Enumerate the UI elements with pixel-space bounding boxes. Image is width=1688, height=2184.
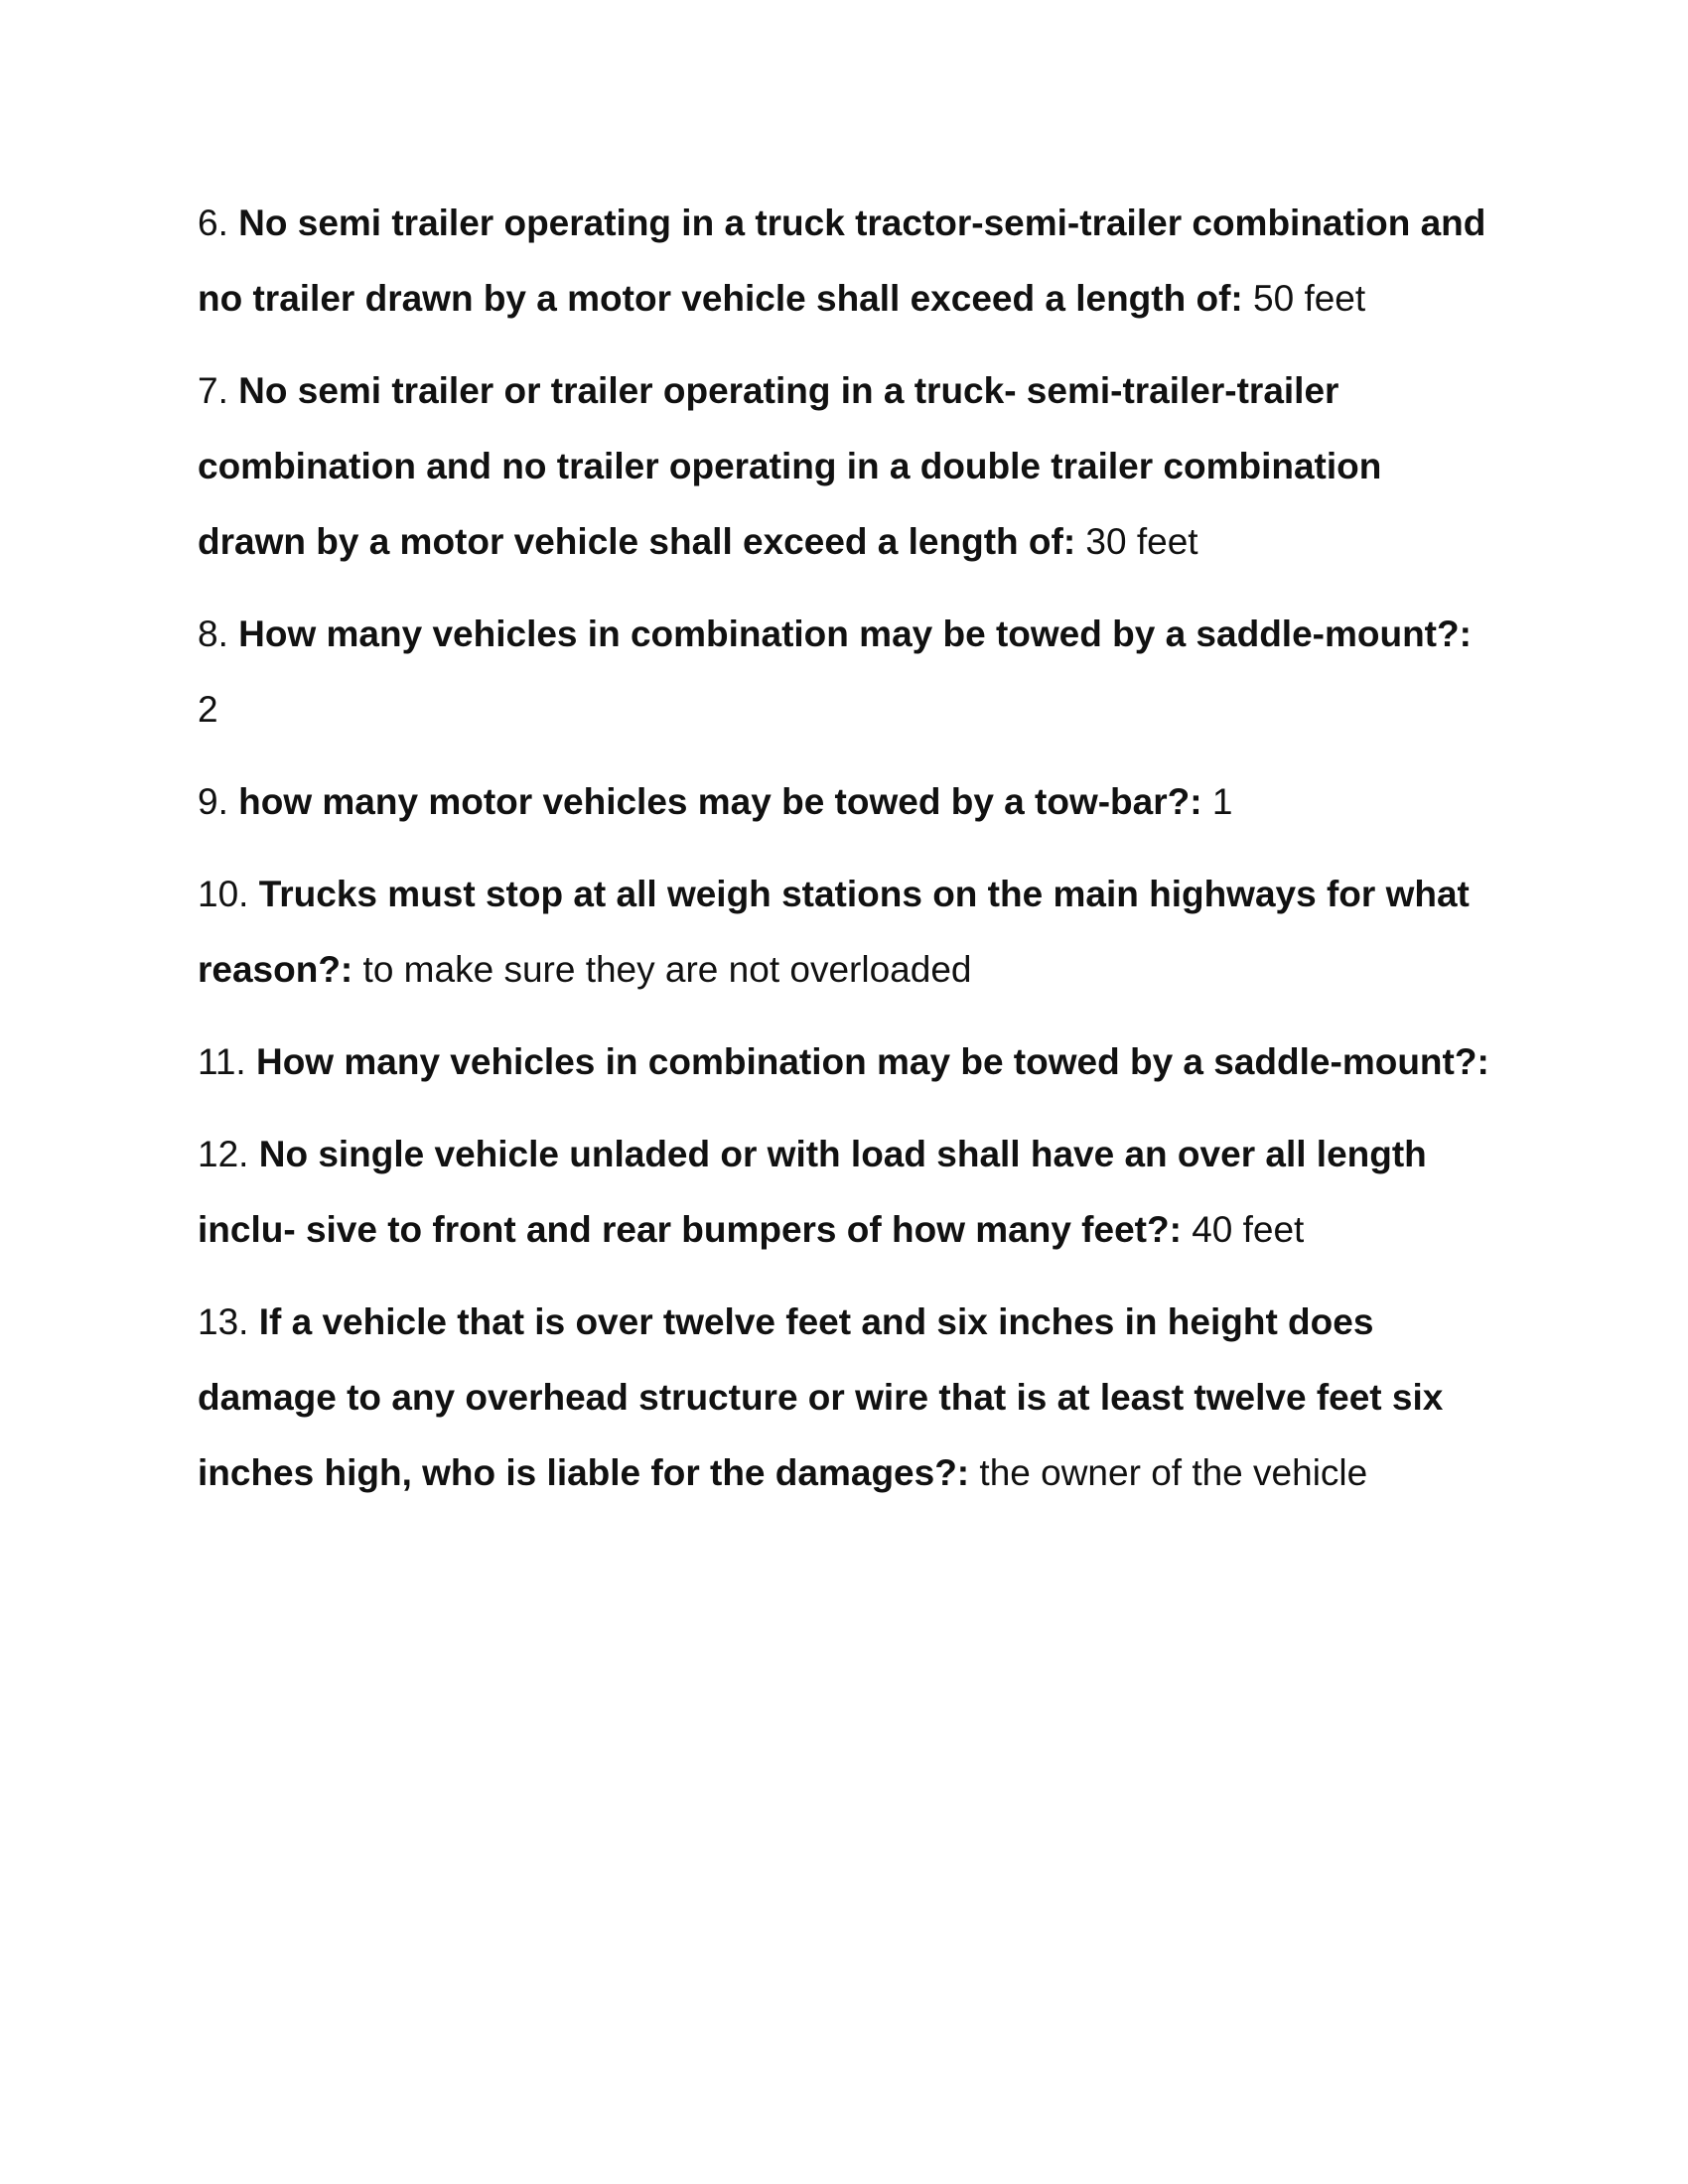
question-item: [198, 764, 1498, 840]
answer-text: the owner of the vehicle: [979, 1452, 1368, 1493]
item-number: 7.: [198, 370, 228, 411]
question-item: [198, 1024, 1498, 1100]
item-number: 13.: [198, 1301, 249, 1342]
question-item: [198, 1285, 1498, 1511]
item-number: 6.: [198, 203, 228, 243]
answer-text: 2: [198, 689, 218, 730]
answer-text: 30 feet: [1085, 521, 1198, 562]
question-item: [198, 1117, 1498, 1268]
question-text: If a vehicle that is over twelve feet and six inches in height does damage to any overhead structure or wire that is at least twelve feet six inches high, who is liable for the damages?:: [198, 1301, 1444, 1493]
answer-text: 40 feet: [1192, 1209, 1305, 1250]
item-number: 12.: [198, 1134, 249, 1174]
item-number: 11.: [198, 1041, 246, 1082]
question-text: No semi trailer operating in a truck tractor-semi-trailer combination and no trailer drawn by a motor vehicle shall exceed a length of:: [198, 203, 1486, 319]
question-item: [198, 353, 1498, 580]
question-text: how many motor vehicles may be towed by a tow-bar?:: [238, 781, 1202, 822]
item-number: 10.: [198, 874, 249, 914]
item-number: 9.: [198, 781, 228, 822]
answer-text: 50 feet: [1253, 278, 1366, 319]
question-item: [198, 186, 1498, 337]
question-text: Trucks must stop at all weigh stations on the main highways for what reason?:: [198, 874, 1470, 990]
answer-text: 1: [1211, 781, 1233, 822]
question-text: No semi trailer or trailer operating in a truck- semi-trailer-trailer combination and no trailer operating in a double trailer combination drawn by a motor vehicle shall exceed a length of:: [198, 370, 1382, 562]
question-text: How many vehicles in combination may be towed by a saddle-mount?:: [255, 1041, 1489, 1082]
question-item: [198, 597, 1498, 748]
question-text: How many vehicles in combination may be towed by a saddle-mount?:: [238, 614, 1472, 654]
question-text: No single vehicle unladed or with load shall have an over all length inclu- sive to front and rear bumpers of how many feet?:: [198, 1134, 1427, 1250]
question-item: [198, 857, 1498, 1008]
item-number: 8.: [198, 614, 228, 654]
document-page: [198, 186, 1498, 1528]
answer-text: to make sure they are not overloaded: [362, 949, 972, 990]
